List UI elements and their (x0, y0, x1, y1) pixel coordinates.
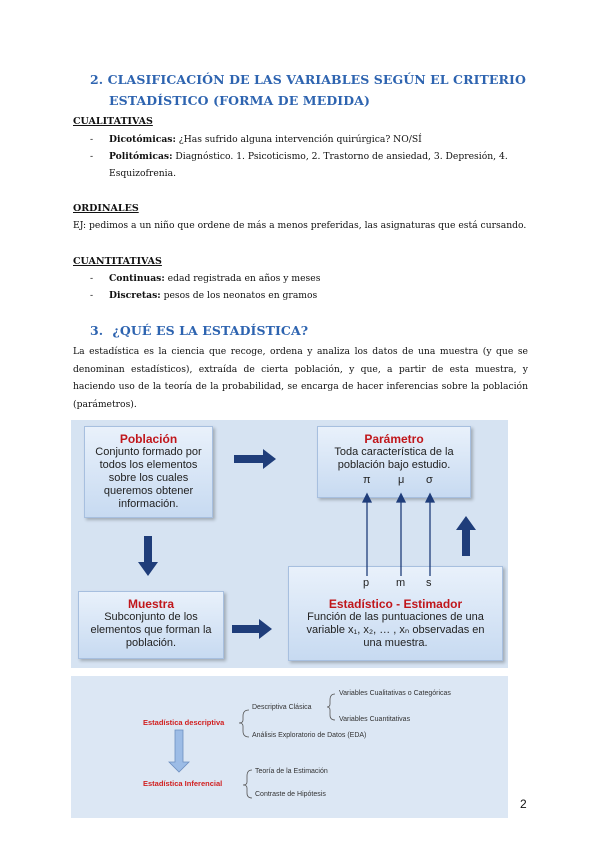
heading-word: CLASIFICACIÓN (107, 72, 225, 87)
arrow-up-icon (456, 516, 476, 556)
symbol-m: m (396, 577, 406, 589)
descriptiva-label: Estadística descriptiva (143, 718, 225, 727)
arrow-up-icon (426, 494, 434, 502)
arrow-down-icon (169, 730, 189, 772)
diagram2-brackets (71, 676, 508, 818)
heading-word: VARIABLES (286, 72, 370, 87)
ordinales-heading: ORDINALES (73, 203, 139, 214)
arrow-up-icon (363, 494, 371, 502)
symbol-s: s (426, 577, 432, 589)
arrow-right-icon (232, 619, 272, 639)
brace-icon (327, 694, 335, 720)
brace-icon (243, 770, 252, 798)
inferencial-label: Estadística Inferencial (143, 779, 223, 788)
heading-word: DE (229, 72, 250, 87)
definition-paragraph: La estadística es la ciencia que recoge, ordena y analiza los datos de una muestra (y que se denominan estadísticos), extraída de cierta población, y que, a partir de esta muestra, y haciendo uso de la teoría de la probabilidad, se encarga de hacer inferencias sobre la población (parámetros). (73, 346, 528, 410)
statistics-types-diagram (71, 676, 508, 818)
cualitativas-heading: CUALITATIVAS (73, 116, 153, 127)
heading-word: CRITERIO (453, 72, 526, 87)
heading-word: LAS (254, 72, 282, 87)
symbol-pi: π (363, 474, 371, 486)
population-sample-diagram (71, 420, 508, 668)
muestra-box: Muestra Subconjunto de los elementos que forman la población. (78, 591, 224, 659)
eda-label: Análisis Exploratorio de Datos (EDA) (252, 732, 367, 739)
clasica-label: Descriptiva Clásica (252, 704, 312, 711)
cuantitativas-heading: CUANTITATIVAS (73, 256, 162, 267)
symbol-p: p (363, 577, 370, 589)
page-number: 2 (520, 797, 527, 811)
cualitativas-label: Variables Cualitativas o Categóricas (339, 690, 451, 697)
symbol-mu: μ (398, 474, 405, 486)
estimacion-label: Teoría de la Estimación (255, 768, 328, 775)
brace-icon (239, 710, 249, 737)
section-2-number: 2. (90, 72, 104, 87)
symbol-sigma: σ (426, 474, 433, 486)
section-2-heading-line2: ESTADÍSTICO (FORMA DE MEDIDA) (109, 93, 370, 108)
cuantitativas-label: Variables Cuantitativas (339, 716, 411, 723)
ordinales-example: EJ: pedimos a un niño que ordene de más a menos preferidas, las asignaturas que está cursando. (73, 220, 527, 231)
arrow-up-icon (397, 494, 405, 502)
estadistico-box: Estadístico - Estimador Función de las puntuaciones de una variable x₁, x₂, … , xₙ observadas en una muestra. (288, 566, 503, 661)
heading-word: EL (430, 72, 449, 87)
heading-word: SEGÚN (373, 72, 426, 87)
diagram-arrows (71, 420, 508, 668)
contraste-label: Contraste de Hipótesis (255, 791, 326, 798)
arrow-right-icon (234, 449, 276, 469)
poblacion-box: Población Conjunto formado por todos los elementos sobre los cuales queremos obtener información. (84, 426, 213, 518)
section-2-heading (90, 72, 526, 87)
document-page: 2. CLASIFICACIÓN DE LAS VARIABLES SEGÚN EL CRITERIO ESTADÍSTICO (FORMA DE MEDIDA) CUALITATIVAS - Dicotómicas: ¿Has sufrido alguna intervención quirúrgica? NO/SÍ - Politómicas: Diagnóstico. 1. Psicoticismo, 2. Trastorno de ansiedad, 3. Depresión, 4. Esquizofrenia. ORDINALES EJ: pedimos a un niño que ordene de más a menos preferidas, las asignaturas que está cursando. CUANTITATIVAS - Continuas: edad registrada en años y meses - Discretas: pesos de los neonatos en gramos 3. ¿QUÉ ES LA ESTADÍSTICA? La estadística es la ciencia que recoge, ordena y analiza los datos de una muestra (y que se denominan estadísticos), extraída de cierta población, y que, a partir de esta muestra, y haciendo uso de la teoría de la probabilidad, se encarga de hacer inferencias sobre la población (parámetros). Población Conjunto formado por todos los elementos sobre los cuales queremos obtener información. Parámetro Toda característica de la población bajo estudio. π μ σ Muestra Subconjunto de los elementos que forman la población. Estadístico - Estimador Función de las puntuaciones de una variable x₁, x₂, … , xₙ observadas en una muestra. p m s Estadística descriptiva Estadística Inferencial Descriptiva Clásica Variables Cualitativas o Categóricas Variables Cuantitativas Análisis Exploratorio de Datos (EDA) Teoría de la Estimación Contraste de Hipótesis 2 (0, 0, 600, 848)
parametro-box: Parámetro Toda característica de la población bajo estudio. (317, 426, 471, 498)
arrow-down-icon (138, 536, 158, 576)
section-3-heading: 3. ¿QUÉ ES LA ESTADÍSTICA? (90, 323, 309, 338)
